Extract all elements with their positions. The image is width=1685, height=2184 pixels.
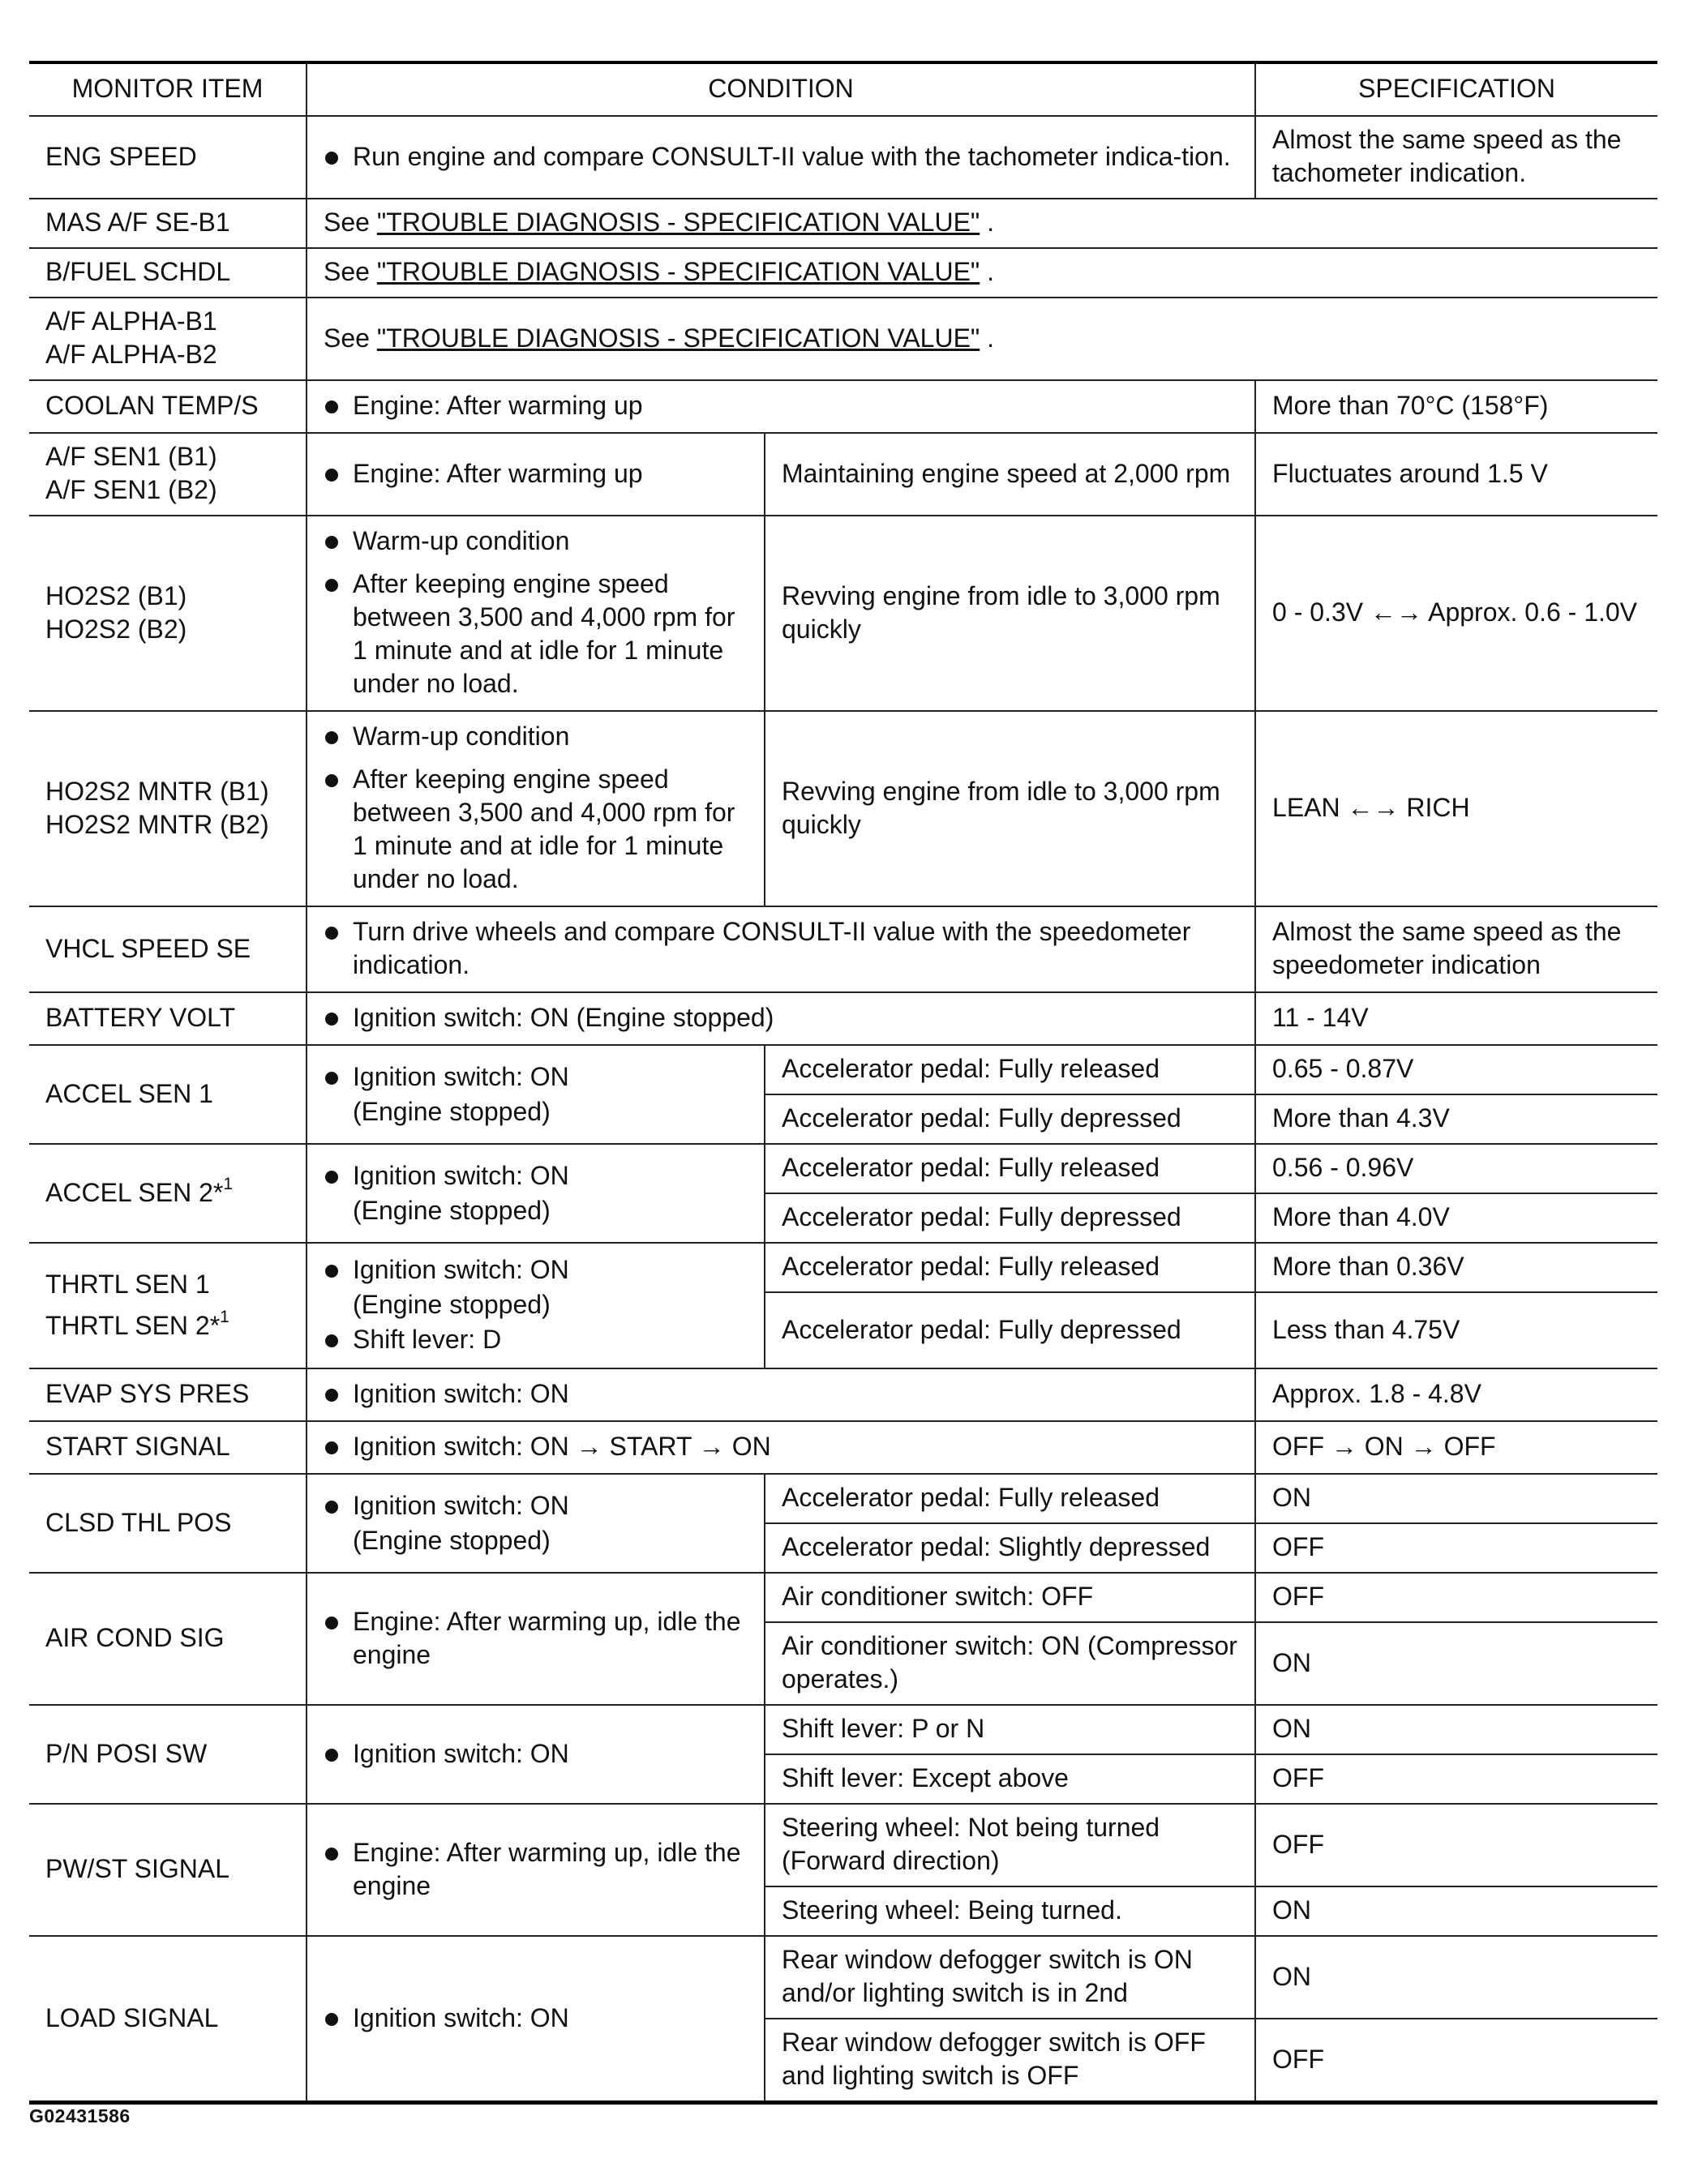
specification: More than 4.0V (1255, 1193, 1657, 1243)
condition (307, 1936, 765, 2103)
spec-value-link[interactable]: "TROUBLE DIAGNOSIS - SPECIFICATION VALUE" (376, 257, 980, 286)
monitor-item-line: HO2S2 MNTR (B2) (45, 809, 269, 839)
condition (307, 248, 1657, 298)
condition-bullet: Warm-up condition (324, 720, 749, 753)
monitor-item-line: HO2S2 (B1) (45, 580, 187, 610)
sub-condition: Accelerator pedal: Fully depressed (765, 1292, 1255, 1368)
row-accel-sen1 (29, 1045, 1657, 1094)
row-coolan-temp (29, 380, 1657, 433)
sub-condition: Revving engine from idle to 3,000 rpm quickly (765, 516, 1255, 711)
row-eng-speed (29, 116, 1657, 199)
row-ho2s2-mntr (29, 711, 1657, 906)
figure-code: G02431586 (29, 2105, 131, 2126)
row-af-sen1 (29, 433, 1657, 516)
row-pn-posi-sw (29, 1705, 1657, 1754)
condition (307, 1045, 765, 1144)
monitor-item (29, 711, 307, 906)
monitor-item-line: A/F ALPHA-B1 (45, 306, 217, 336)
condition-bullet: Ignition switch: ON (324, 1737, 749, 1771)
specification: More than 70°C (158°F) (1255, 380, 1657, 433)
specification: ON (1255, 1705, 1657, 1754)
condition-continuation: (Engine stopped) (353, 1097, 551, 1126)
specification: OFF (1255, 1804, 1657, 1886)
monitor-item-line: HO2S2 MNTR (B1) (45, 776, 269, 806)
specification: 0 - 0.3V ←→ Approx. 0.6 - 1.0V (1255, 516, 1657, 711)
specification: OFF (1255, 1573, 1657, 1622)
specification: More than 4.3V (1255, 1094, 1657, 1144)
header-monitor-item: MONITOR ITEM (29, 62, 307, 116)
monitor-item-line: A/F SEN1 (B2) (45, 475, 217, 504)
sub-condition: Accelerator pedal: Fully depressed (765, 1193, 1255, 1243)
monitor-item: PW/ST SIGNAL (29, 1804, 307, 1936)
sub-condition: Accelerator pedal: Fully released (765, 1045, 1255, 1094)
specification: OFF (1255, 2019, 1657, 2103)
sub-condition: Steering wheel: Being turned. (765, 1886, 1255, 1936)
condition-bullet: Engine: After warming up, idle the engine (324, 1836, 749, 1903)
sub-condition: Steering wheel: Not being turned (Forward direction) (765, 1804, 1255, 1886)
condition-bullet: Ignition switch: ON (324, 1060, 749, 1094)
condition-bullet: Ignition switch: ON (324, 1253, 749, 1287)
monitor-item (29, 1144, 307, 1243)
monitor-item: LOAD SIGNAL (29, 1936, 307, 2103)
footnote-mark: 1 (220, 1307, 229, 1326)
condition-bullet: Shift lever: D (324, 1323, 749, 1356)
footnote-mark: 1 (223, 1174, 234, 1193)
condition (307, 380, 1255, 433)
monitor-item-line: THRTL SEN 1 (45, 1269, 210, 1299)
row-bfuel (29, 248, 1657, 298)
header-row (29, 62, 1657, 116)
condition (307, 199, 1657, 248)
monitor-item: ACCEL SEN 1 (29, 1045, 307, 1144)
row-load-signal (29, 1936, 1657, 2019)
condition (307, 1368, 1255, 1421)
condition (307, 1804, 765, 1936)
sub-condition: Rear window defogger switch is ON and/or lighting switch is in 2nd (765, 1936, 1255, 2019)
monitor-item-line: A/F SEN1 (B1) (45, 442, 217, 471)
row-air-cond-sig (29, 1573, 1657, 1622)
condition-bullet: After keeping engine speed between 3,500 and 4,000 rpm for 1 minute and at idle for 1 minute under no load. (324, 763, 749, 896)
specification: 0.56 - 0.96V (1255, 1144, 1657, 1193)
condition-continuation: (Engine stopped) (353, 1196, 551, 1225)
monitor-item-text: ACCEL SEN 2* (45, 1177, 224, 1207)
row-start-signal (29, 1421, 1657, 1474)
monitor-item: COOLAN TEMP/S (29, 380, 307, 433)
condition-bullet: Ignition switch: ON (324, 1489, 749, 1522)
monitor-item: VHCL SPEED SE (29, 906, 307, 992)
specification: Almost the same speed as the speedometer indication (1255, 906, 1657, 992)
condition (307, 1421, 1255, 1474)
condition-continuation: (Engine stopped) (353, 1526, 551, 1555)
sub-condition: Accelerator pedal: Fully released (765, 1243, 1255, 1292)
specification: Almost the same speed as the tachometer indication. (1255, 116, 1657, 199)
see-prefix: See (324, 323, 370, 353)
condition-bullet: Warm-up condition (324, 525, 749, 558)
monitor-item-line (45, 1309, 291, 1343)
monitor-item: EVAP SYS PRES (29, 1368, 307, 1421)
condition (307, 1474, 765, 1573)
condition (307, 433, 765, 516)
condition-continuation: (Engine stopped) (353, 1290, 551, 1319)
specification: 0.65 - 0.87V (1255, 1045, 1657, 1094)
specification: ON (1255, 1474, 1657, 1523)
sub-condition: Air conditioner switch: OFF (765, 1573, 1255, 1622)
specification: Fluctuates around 1.5 V (1255, 433, 1657, 516)
condition (307, 711, 765, 906)
monitor-item (29, 433, 307, 516)
row-evap-sys-pres (29, 1368, 1657, 1421)
monitor-item: AIR COND SIG (29, 1573, 307, 1705)
monitor-item-table (29, 61, 1657, 2105)
condition-bullet: Ignition switch: ON (324, 2002, 749, 2035)
row-accel-sen2 (29, 1144, 1657, 1193)
specification: 11 - 14V (1255, 992, 1657, 1045)
monitor-item (29, 298, 307, 380)
condition (307, 298, 1657, 380)
sub-condition: Rear window defogger switch is OFF and lighting switch is OFF (765, 2019, 1255, 2103)
sub-condition: Accelerator pedal: Fully released (765, 1474, 1255, 1523)
row-battery-volt (29, 992, 1657, 1045)
row-af-alpha (29, 298, 1657, 380)
row-clsd-thl-pos (29, 1474, 1657, 1523)
condition-bullet: Run engine and compare CONSULT-II value with the tachometer indica-tion. (324, 140, 1240, 173)
condition (307, 1144, 765, 1243)
condition-bullet: Ignition switch: ON (324, 1159, 749, 1193)
condition-bullet: Engine: After warming up (324, 389, 1240, 422)
row-mas-af (29, 199, 1657, 248)
monitor-item-line: A/F ALPHA-B2 (45, 340, 217, 369)
monitor-item: START SIGNAL (29, 1421, 307, 1474)
sub-condition: Accelerator pedal: Fully released (765, 1144, 1255, 1193)
monitor-item: B/FUEL SCHDL (29, 248, 307, 298)
spec-value-link[interactable]: "TROUBLE DIAGNOSIS - SPECIFICATION VALUE" (376, 208, 980, 237)
specification: ON (1255, 1936, 1657, 2019)
specification: Approx. 1.8 - 4.8V (1255, 1368, 1657, 1421)
see-prefix: See (324, 257, 370, 286)
condition (307, 906, 1255, 992)
monitor-item-line: HO2S2 (B2) (45, 614, 187, 644)
condition-bullet: Ignition switch: ON (324, 1377, 1240, 1411)
specification: ON (1255, 1622, 1657, 1705)
spec-value-link[interactable]: "TROUBLE DIAGNOSIS - SPECIFICATION VALUE" (376, 323, 980, 353)
specification: Less than 4.75V (1255, 1292, 1657, 1368)
monitor-item: ENG SPEED (29, 116, 307, 199)
specification: More than 0.36V (1255, 1243, 1657, 1292)
row-vhcl-speed (29, 906, 1657, 992)
see-prefix: See (324, 208, 370, 237)
specification: OFF (1255, 1523, 1657, 1573)
sub-condition: Maintaining engine speed at 2,000 rpm (765, 433, 1255, 516)
row-ho2s2 (29, 516, 1657, 711)
see-suffix: . (987, 208, 995, 237)
monitor-item: MAS A/F SE-B1 (29, 199, 307, 248)
condition-bullet: Ignition switch: ON → START → ON (324, 1430, 1240, 1463)
row-pwst-signal (29, 1804, 1657, 1886)
monitor-item: BATTERY VOLT (29, 992, 307, 1045)
condition (307, 1243, 765, 1368)
condition-bullet: Ignition switch: ON (Engine stopped) (324, 1001, 1240, 1034)
sub-condition: Shift lever: Except above (765, 1754, 1255, 1804)
monitor-item (29, 516, 307, 711)
condition (307, 516, 765, 711)
condition (307, 1573, 765, 1705)
see-suffix: . (987, 257, 995, 286)
condition-bullet: Engine: After warming up, idle the engine (324, 1605, 749, 1672)
condition (307, 116, 1255, 199)
sub-condition: Air conditioner switch: ON (Compressor operates.) (765, 1622, 1255, 1705)
see-suffix: . (987, 323, 995, 353)
condition-bullet: Turn drive wheels and compare CONSULT-II value with the speedometer indication. (324, 915, 1240, 982)
condition (307, 1705, 765, 1804)
sub-condition: Revving engine from idle to 3,000 rpm quickly (765, 711, 1255, 906)
specification: OFF (1255, 1754, 1657, 1804)
header-condition: CONDITION (307, 62, 1255, 116)
specification: OFF → ON → OFF (1255, 1421, 1657, 1474)
specification: LEAN ←→ RICH (1255, 711, 1657, 906)
condition-bullet: After keeping engine speed between 3,500 and 4,000 rpm for 1 minute and at idle for 1 minute under no load. (324, 567, 749, 700)
monitor-item: CLSD THL POS (29, 1474, 307, 1573)
sub-condition: Accelerator pedal: Fully depressed (765, 1094, 1255, 1144)
specification: ON (1255, 1886, 1657, 1936)
sub-condition: Shift lever: P or N (765, 1705, 1255, 1754)
monitor-item (29, 1243, 307, 1368)
row-thrtl-sen (29, 1243, 1657, 1292)
monitor-item-text: THRTL SEN 2* (45, 1310, 221, 1340)
header-specification: SPECIFICATION (1255, 62, 1657, 116)
condition (307, 992, 1255, 1045)
condition-bullet: Engine: After warming up (324, 457, 749, 490)
monitor-item: P/N POSI SW (29, 1705, 307, 1804)
sub-condition: Accelerator pedal: Slightly depressed (765, 1523, 1255, 1573)
